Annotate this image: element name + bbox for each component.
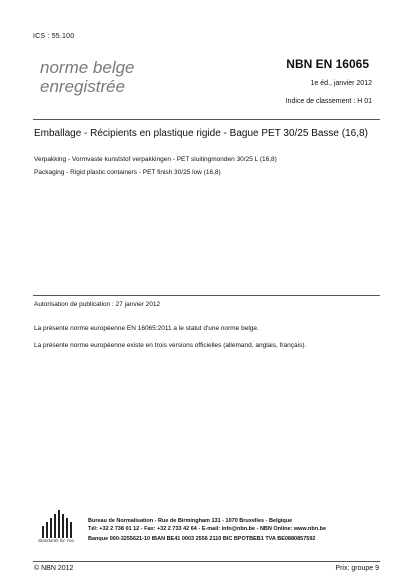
- address-line-3: Banque 000-3255621-10 IBAN BE41 0003 2556 2110 BIC BPOTBEB1 TVA BE0880857592: [88, 536, 316, 542]
- registered-standard-stamp: [40, 58, 135, 96]
- standard-number: NBN EN 16065: [286, 57, 369, 71]
- nbn-logo-icon: [40, 508, 82, 554]
- address-line-1: Bureau de Normalisation - Rue de Birmingham 131 - 1070 Bruxelles - Belgique: [88, 518, 293, 524]
- logo-tagline: Standards for You: [38, 538, 74, 543]
- stamp-line-2: enregistrée: [40, 77, 126, 96]
- title-english: Packaging - Rigid plastic containers - PET finish 30/25 low (16,8): [34, 169, 221, 176]
- copyright: © NBN 2012: [34, 565, 74, 572]
- address-line-2: Tél: +32 2 738 01 12 - Fax: +32 2 733 42 64 - E-mail: info@nbn.be - NBN Online: www.nbn.be: [88, 526, 327, 532]
- bottom-divider: [33, 561, 380, 562]
- title-french: Emballage - Récipients en plastique rigide - Bague PET 30/25 Basse (16,8): [34, 128, 368, 139]
- price-group: Prix: groupe 9: [335, 565, 379, 572]
- stamp-line-1: norme belge: [40, 58, 135, 77]
- status-statement: La présente norme européenne EN 16065:2011 a le statut d'une norme belge.: [34, 325, 259, 332]
- versions-statement: La présente norme européenne existe en trois versions officielles (allemand, anglais, français).: [34, 342, 307, 349]
- classification-index: Indice de classement : H 01: [285, 98, 372, 105]
- ics-code: ICS : 55.100: [33, 33, 75, 40]
- middle-divider: [33, 295, 380, 296]
- title-dutch: Verpakking - Vormvaste kunststof verpakkingen - PET sluitingmonden 30/25 L (16,8): [34, 156, 277, 163]
- top-divider: [33, 119, 380, 120]
- edition-date: 1e éd., janvier 2012: [310, 80, 372, 87]
- publication-authorization: Autorisation de publication : 27 janvier 2012: [34, 301, 161, 308]
